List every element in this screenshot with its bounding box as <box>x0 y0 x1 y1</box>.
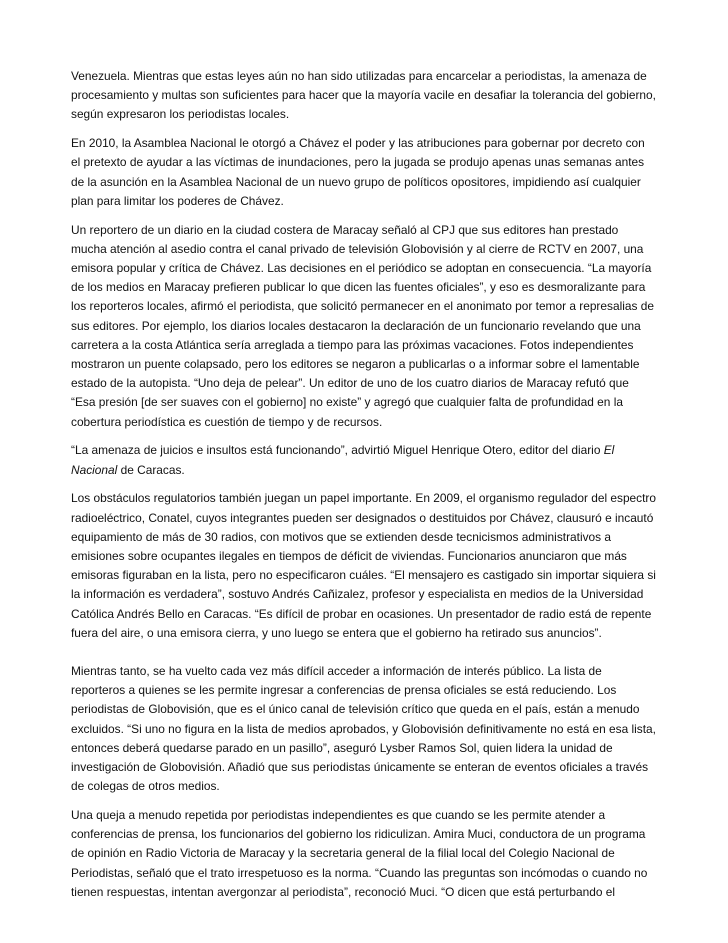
quote-text: “La amenaza de juicios e insultos está funcionando”, advirtió Miguel Henrique Otero, editor del diario <box>71 443 604 458</box>
text-line: “Esa presión [de ser suaves con el gobierno] no existe” y agregó que cualquier falta de profundidad en la <box>71 395 623 410</box>
paragraph-7 <box>71 806 661 902</box>
newspaper-name-italic: El <box>603 443 615 458</box>
text-line: Los obstáculos regulatorios también juegan un papel importante. En 2009, el organismo regulador del espectro <box>71 491 656 506</box>
text-line: entonces deberá quedarse parado en un pasillo”, aseguró Lysber Ramos Sol, quien lidera la unidad de <box>71 740 613 755</box>
text-line: cobertura periodística es cuestión de tiempo y de recursos. <box>71 414 383 429</box>
paragraph-6 <box>71 662 661 796</box>
paragraph-5 <box>71 489 661 643</box>
text-line: Venezuela. Mientras que estas leyes aún no han sido utilizadas para encarcelar a periodistas, la amenaza de <box>71 69 647 83</box>
text-line: excluidos. “Si uno no figura en la lista de medios aprobados, y Globovisión definitivamente no está en esa lista, <box>71 721 656 736</box>
document-page <box>71 67 661 912</box>
text-line: de la asunción en la Asamblea Nacional de un nuevo grupo de políticos opositores, impidiendo así cualquier <box>71 174 641 189</box>
text-line: los reporteros locales, afirmó el periodista, que solicitó permanecer en el anonimato por temor a represalias de <box>71 299 654 314</box>
text-line: emisora popular y crítica de Chávez. Las decisiones en el periódico se adoptan en consecuencia. “La mayoría <box>71 261 652 276</box>
text-line: Mientras tanto, se ha vuelto cada vez más difícil acceder a información de interés público. La lista de <box>71 664 602 679</box>
text-line: reporteros a quienes se les permite ingresar a conferencias de prensa oficiales se está reduciendo. Los <box>71 683 617 698</box>
text-line: equipamiento de más de 30 radios, con motivos que se extienden desde tecnicismos administrativos a <box>71 529 612 544</box>
text-line: periodistas de Globovisión, que es el único canal de televisión crítico que queda en el país, están a menudo <box>71 702 640 717</box>
text-line: estado de la autopista. “Uno deja de pelear”. Un editor de uno de los cuatro diarios de Maracay refutó que <box>71 376 629 391</box>
text-line: mucha atención al asedio contra el canal privado de televisión Globovisión y al cierre de RCTV en 2007, una <box>71 241 644 256</box>
text-line: según expresaron los periodistas locales. <box>71 107 290 122</box>
text-line: de los medios en Maracay prefieren publicar lo que dicen las fuentes oficiales”, y eso es desmoralizante para <box>71 280 646 295</box>
text-line: el pretexto de ayudar a las víctimas de inundaciones, pero la jugada se produjo apenas unas semanas antes <box>71 155 645 170</box>
text-line: investigación de Globovisión. Añadió que sus periodistas únicamente se enteran de eventos oficiales a través <box>71 760 649 775</box>
paragraph-2 <box>71 134 661 211</box>
text-line: de opinión en Radio Victoria de Maracay y la secretaria general de la filial local del Colegio Nacional de <box>71 846 615 861</box>
text-line: conferencias de prensa, los funcionarios del gobierno los ridiculizan. Amira Muci, conductora de un programa <box>71 827 646 842</box>
text-line <box>71 441 661 460</box>
text-line: la información es verdadera”, sostuvo Andrés Cañizalez, profesor y especialista en medios de la Universidad <box>71 587 644 602</box>
text-line: procesamiento y multas son suficientes para hacer que la mayoría vacile en desafiar la tolerancia del gobierno, <box>71 88 656 103</box>
text-line: Católica Andrés Bello en Caracas. “Es difícil de probar en ocasiones. Un presentador de radio está de repente <box>71 606 652 621</box>
text-line: tienen respuestas, intentan avergonzar al periodista”, reconoció Muci. “O dicen que está perturbando el <box>71 884 615 899</box>
text-line: Una queja a menudo repetida por periodistas independientes es que cuando se les permite atender a <box>71 808 606 823</box>
text-line <box>71 461 661 480</box>
text-line: radioeléctrico, Conatel, cuyos integrantes pueden ser designados o destituidos por Chávez, clausuró e incautó <box>71 510 654 525</box>
quote-text: de Caracas. <box>117 462 185 477</box>
text-line: En 2010, la Asamblea Nacional le otorgó a Chávez el poder y las atribuciones para gobernar por decreto con <box>71 136 645 151</box>
paragraph-1 <box>71 67 661 125</box>
text-line: plan para limitar los poderes de Chávez. <box>71 193 284 208</box>
paragraph-4 <box>71 441 661 479</box>
text-line: sus editores. Por ejemplo, los diarios locales destacaron la declaración de un funcionario revelando que una <box>71 318 641 333</box>
newspaper-name-italic: Nacional <box>71 462 118 477</box>
text-line: mostraron un puente colapsado, pero los editores se negaron a publicarlas o a informar sobre el lamentable <box>71 357 640 372</box>
text-line: Periodistas, señaló que el trato irrespetuoso es la norma. “Cuando las preguntas son incómodas o cuando no <box>71 865 648 880</box>
text-line: carretera a la costa Atlántica sería arreglada a tiempo para las próximas vacaciones. Fotos independientes <box>71 337 634 352</box>
text-line: fuera del aire, o una emisora cierra, y uno luego se entera que el gobierno ha retirado sus anuncios”. <box>71 625 602 640</box>
text-line: de colegas de otros medios. <box>71 779 220 794</box>
text-line: emisoras figuraban en la lista, pero no especificaron cuáles. “El mensajero es castigado sin importar siquiera si <box>71 568 656 583</box>
text-line: emisiones sobre ocupantes ilegales en tiempos de déficit de viviendas. Funcionarios anunciaron que más <box>71 549 627 564</box>
text-line: Un reportero de un diario en la ciudad costera de Maracay señaló al CPJ que sus editores han prestado <box>71 222 619 237</box>
paragraph-3 <box>71 221 661 432</box>
